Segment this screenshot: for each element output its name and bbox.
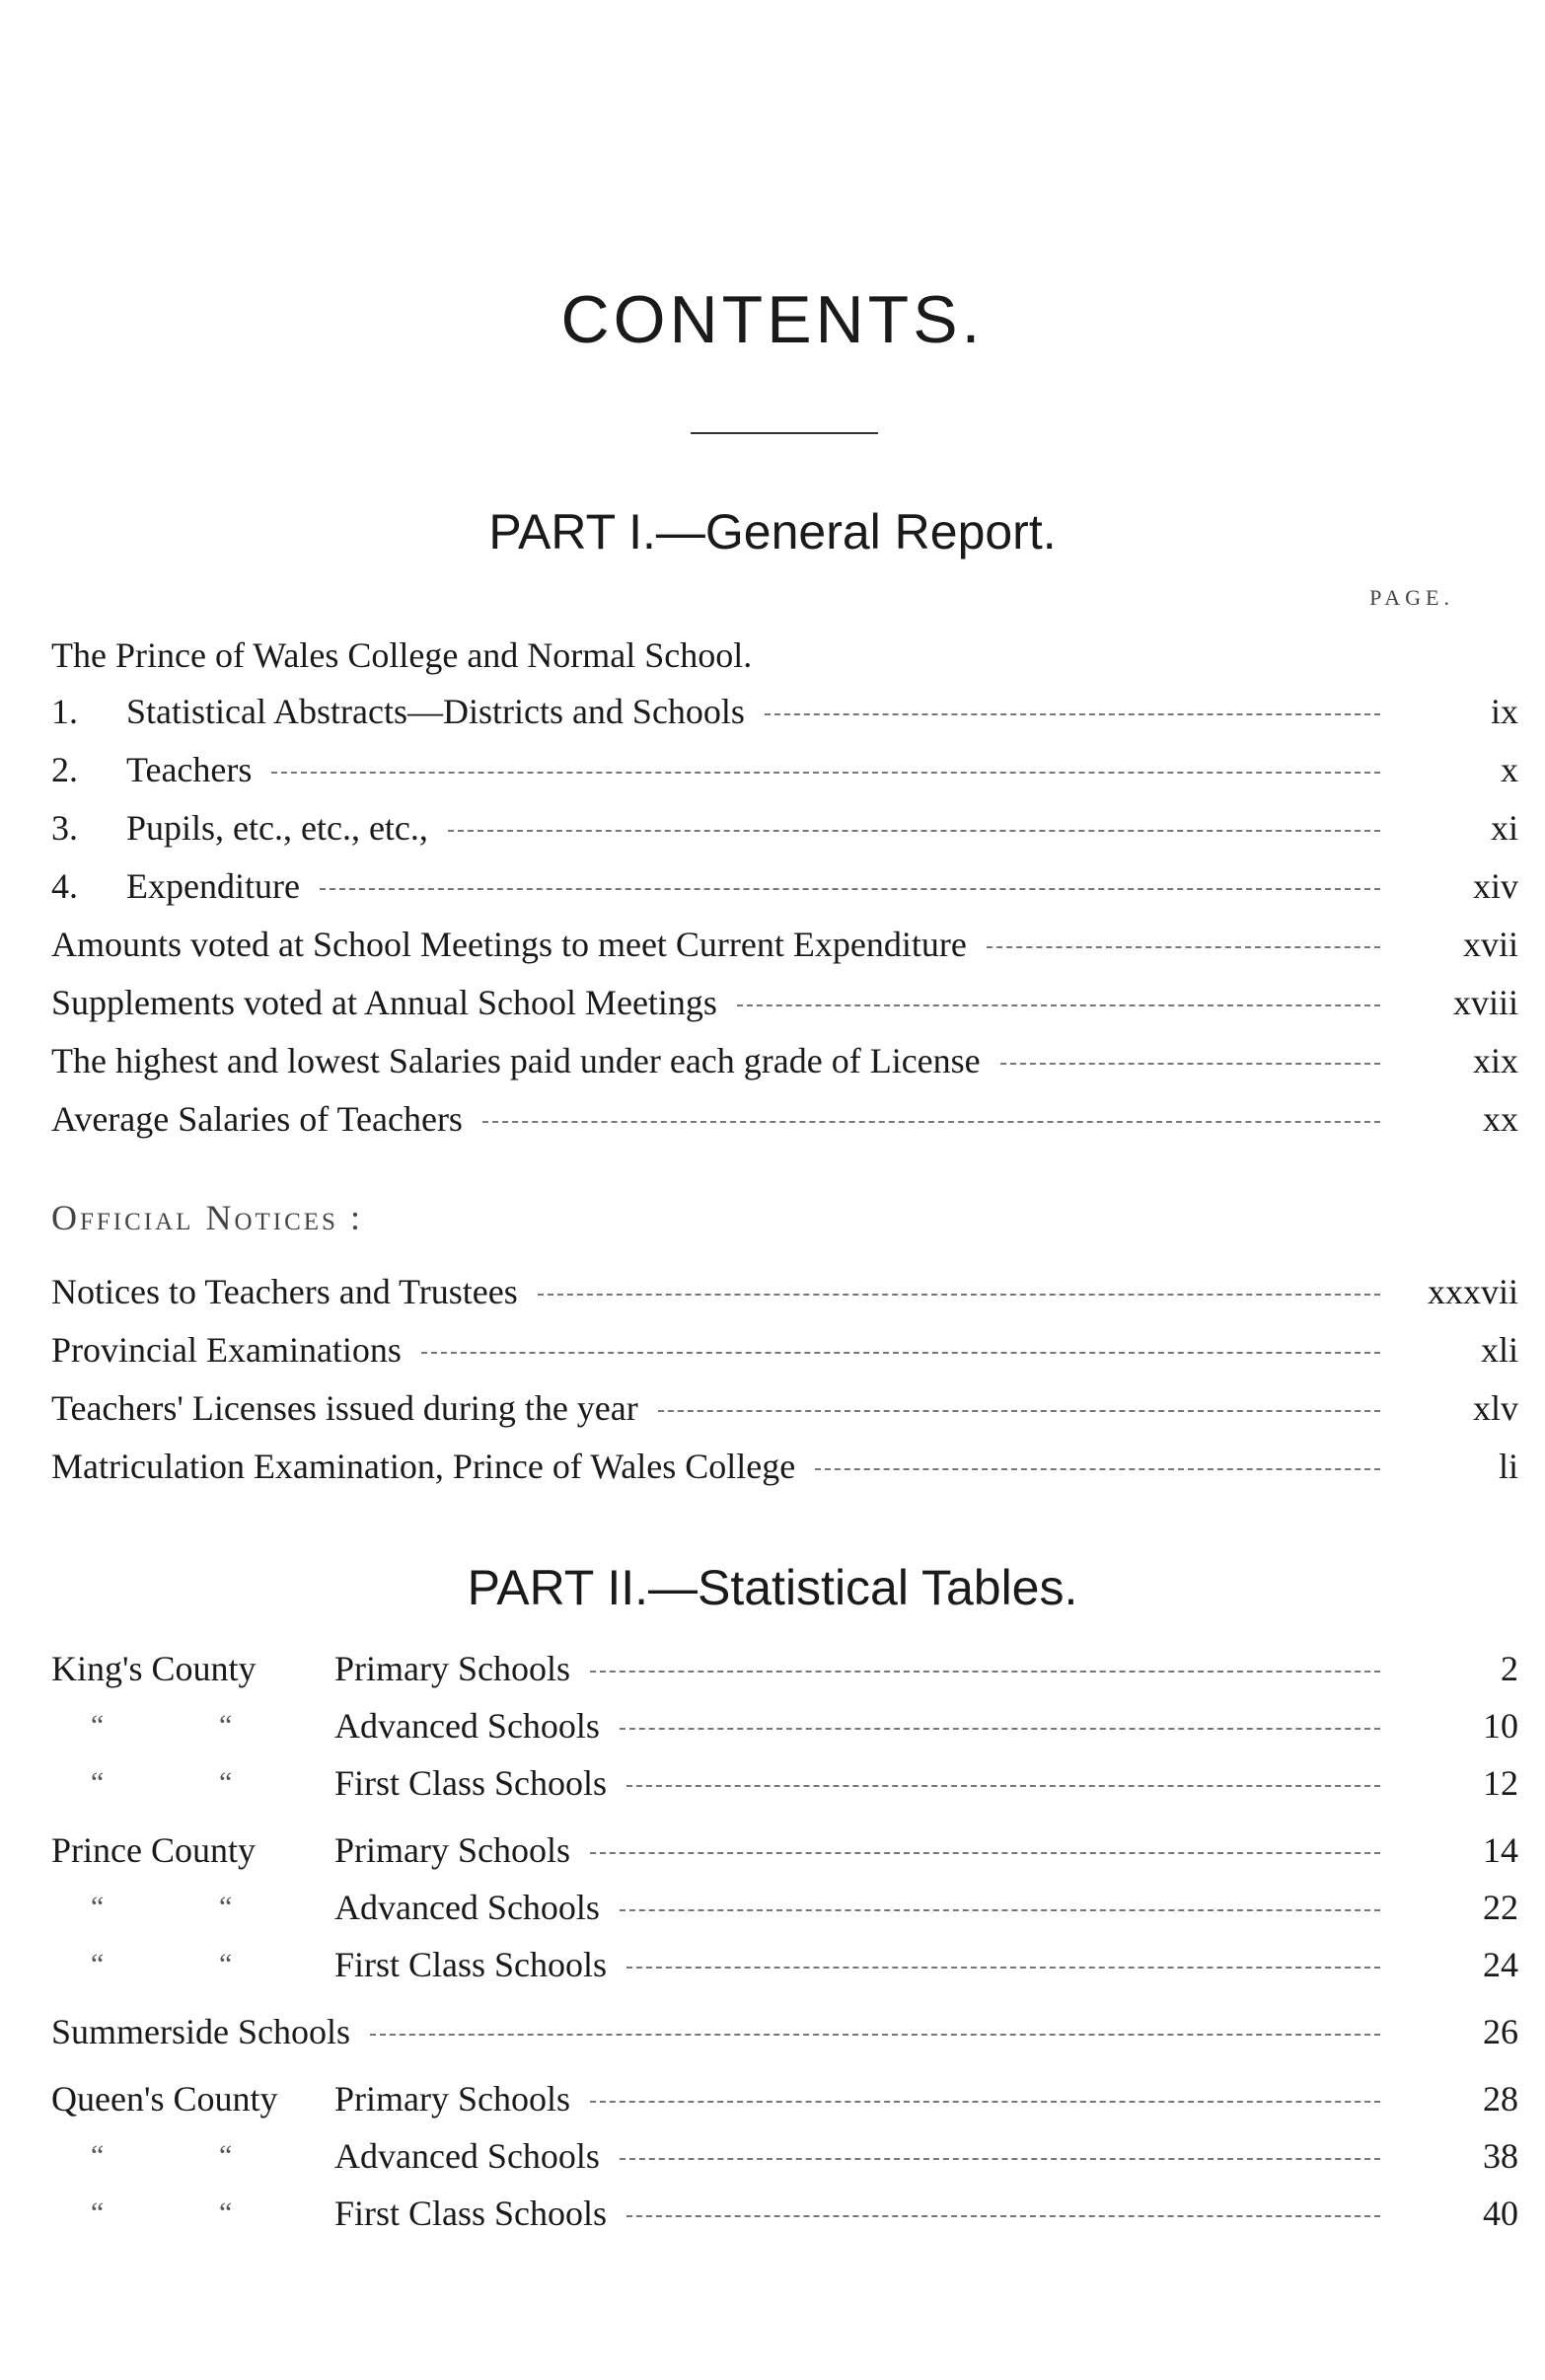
entry-text: First Class Schools: [334, 1945, 608, 1984]
toc-entry: [51, 1091, 1518, 1147]
ditto-mark: “: [219, 1948, 233, 1980]
dot-leader: [428, 800, 1400, 855]
county-name: King's County: [51, 1649, 257, 1688]
table-entry: [51, 2071, 1518, 2126]
ditto-mark: “: [91, 1709, 105, 1742]
entry-page: x: [1501, 750, 1518, 789]
dot-leader: [570, 1641, 1400, 1696]
intro-line: [51, 628, 1518, 683]
entry-text: Advanced Schools: [334, 1706, 600, 1746]
entry-text: Amounts voted at School Meetings to meet Current Expenditure: [51, 925, 967, 964]
entry-text: The highest and lowest Salaries paid under each grade of License: [51, 1041, 981, 1080]
entry-text: First Class Schools: [334, 2194, 608, 2233]
entry-page: xiv: [1472, 866, 1518, 906]
ditto-mark: “: [91, 1766, 105, 1799]
ditto-mark: “: [219, 1766, 233, 1799]
dot-leader: [252, 742, 1400, 797]
entry-page: li: [1498, 1447, 1518, 1486]
dot-leader: [795, 1439, 1400, 1494]
entry-text: Supplements voted at Annual School Meetings: [51, 983, 717, 1022]
ditto-mark: “: [91, 2139, 105, 2172]
table-entry: [51, 1822, 1518, 1878]
dot-leader: [607, 1937, 1400, 1992]
page-column-label: PAGE.: [1369, 585, 1454, 610]
official-notices-heading: Official Notices :: [51, 1198, 363, 1237]
entry-page: xviii: [1452, 983, 1518, 1022]
table-entry: [51, 2186, 1518, 2241]
entry-page: 24: [1483, 1945, 1518, 1984]
entry-page: xxxvii: [1427, 1272, 1518, 1311]
dot-leader: [745, 684, 1400, 739]
entry-page: 14: [1483, 1830, 1518, 1870]
table-entry: [51, 1880, 1518, 1935]
entry-text: Primary Schools: [334, 2079, 570, 2119]
entry-text: Statistical Abstracts—Districts and Schools: [126, 692, 745, 731]
entry-page: 40: [1483, 2194, 1518, 2233]
county-name: Queen's County: [51, 2079, 278, 2119]
ditto-mark: “: [91, 1891, 105, 1923]
title-rule: [691, 432, 878, 434]
entry-page: xvii: [1462, 925, 1518, 964]
entry-page: 28: [1483, 2079, 1518, 2119]
toc-entry: [51, 1322, 1518, 1377]
official-notices-heading-line: [51, 1190, 1518, 1245]
entry-number: 3.: [51, 808, 78, 848]
entry-page: 12: [1483, 1763, 1518, 1803]
toc-entry: [51, 1264, 1518, 1319]
entry-page: ix: [1490, 692, 1518, 731]
entry-text: Primary Schools: [334, 1830, 570, 1870]
part1-heading: PART I.—General Report.: [488, 504, 1057, 559]
entry-page: xlv: [1472, 1388, 1518, 1428]
part2-heading: PART II.—Statistical Tables.: [467, 1560, 1078, 1615]
dot-leader: [518, 1264, 1400, 1319]
toc-entry: [51, 684, 1518, 739]
county-name: Summerside Schools: [51, 2012, 350, 2051]
entry-text: Provincial Examinations: [51, 1330, 402, 1370]
entry-page: 26: [1483, 2012, 1518, 2051]
table-entry: [51, 1937, 1518, 1992]
dot-leader: [981, 1033, 1400, 1088]
dot-leader: [463, 1091, 1400, 1147]
ditto-mark: “: [91, 2196, 105, 2229]
toc-entry: [51, 742, 1518, 797]
entry-page: xi: [1490, 808, 1518, 848]
table-entry: [51, 1755, 1518, 1811]
entry-page: 2: [1501, 1649, 1518, 1688]
intro-text: The Prince of Wales College and Normal School.: [51, 635, 753, 675]
table-entry: [51, 1698, 1518, 1753]
toc-entry: [51, 1380, 1518, 1436]
entry-page: 38: [1483, 2136, 1518, 2176]
toc-entry: [51, 800, 1518, 855]
entry-text: Teachers: [126, 750, 253, 789]
ditto-mark: “: [219, 1891, 233, 1923]
dot-leader: [638, 1380, 1400, 1436]
county-name: Prince County: [51, 1830, 256, 1870]
ditto-mark: “: [219, 2139, 233, 2172]
toc-entry: [51, 975, 1518, 1030]
entry-text: First Class Schools: [334, 1763, 608, 1803]
entry-text: Average Salaries of Teachers: [51, 1099, 463, 1139]
table-entry: [51, 1641, 1518, 1696]
ditto-mark: “: [91, 1948, 105, 1980]
dot-leader: [967, 917, 1400, 972]
entry-text: Advanced Schools: [334, 1888, 600, 1927]
toc-entry: [51, 1439, 1518, 1494]
entry-text: Teachers' Licenses issued during the year: [51, 1388, 638, 1428]
dot-leader: [600, 1880, 1400, 1935]
page-title: CONTENTS.: [560, 282, 985, 357]
entry-text: Notices to Teachers and Trustees: [51, 1272, 518, 1311]
toc-entry: [51, 858, 1518, 914]
ditto-mark: “: [219, 2196, 233, 2229]
toc-entry: [51, 917, 1518, 972]
entry-text: Advanced Schools: [334, 2136, 600, 2176]
toc-entry: [51, 1033, 1518, 1088]
dot-leader: [570, 2071, 1400, 2126]
table-entry: [51, 2128, 1518, 2184]
dot-leader: [717, 975, 1400, 1030]
entry-text: Primary Schools: [334, 1649, 570, 1688]
dot-leader: [600, 2128, 1400, 2184]
entry-page: xli: [1480, 1330, 1518, 1370]
entry-page: xix: [1472, 1041, 1518, 1080]
dot-leader: [607, 1755, 1400, 1811]
entry-text: Pupils, etc., etc., etc.,: [126, 808, 428, 848]
entry-page: xx: [1483, 1099, 1518, 1139]
dot-leader: [402, 1322, 1400, 1377]
dot-leader: [607, 2186, 1400, 2241]
dot-leader: [600, 1698, 1400, 1753]
entry-text: Matriculation Examination, Prince of Wales College: [51, 1447, 796, 1486]
ditto-mark: “: [219, 1709, 233, 1742]
entry-number: 2.: [51, 750, 78, 789]
entry-number: 1.: [51, 692, 78, 731]
entry-number: 4.: [51, 866, 78, 906]
table-entry: [51, 2004, 1518, 2059]
entry-page: 22: [1483, 1888, 1518, 1927]
entry-text: Expenditure: [126, 866, 300, 906]
dot-leader: [350, 2004, 1400, 2059]
entry-page: 10: [1483, 1706, 1518, 1746]
dot-leader: [570, 1822, 1400, 1878]
dot-leader: [300, 858, 1400, 914]
